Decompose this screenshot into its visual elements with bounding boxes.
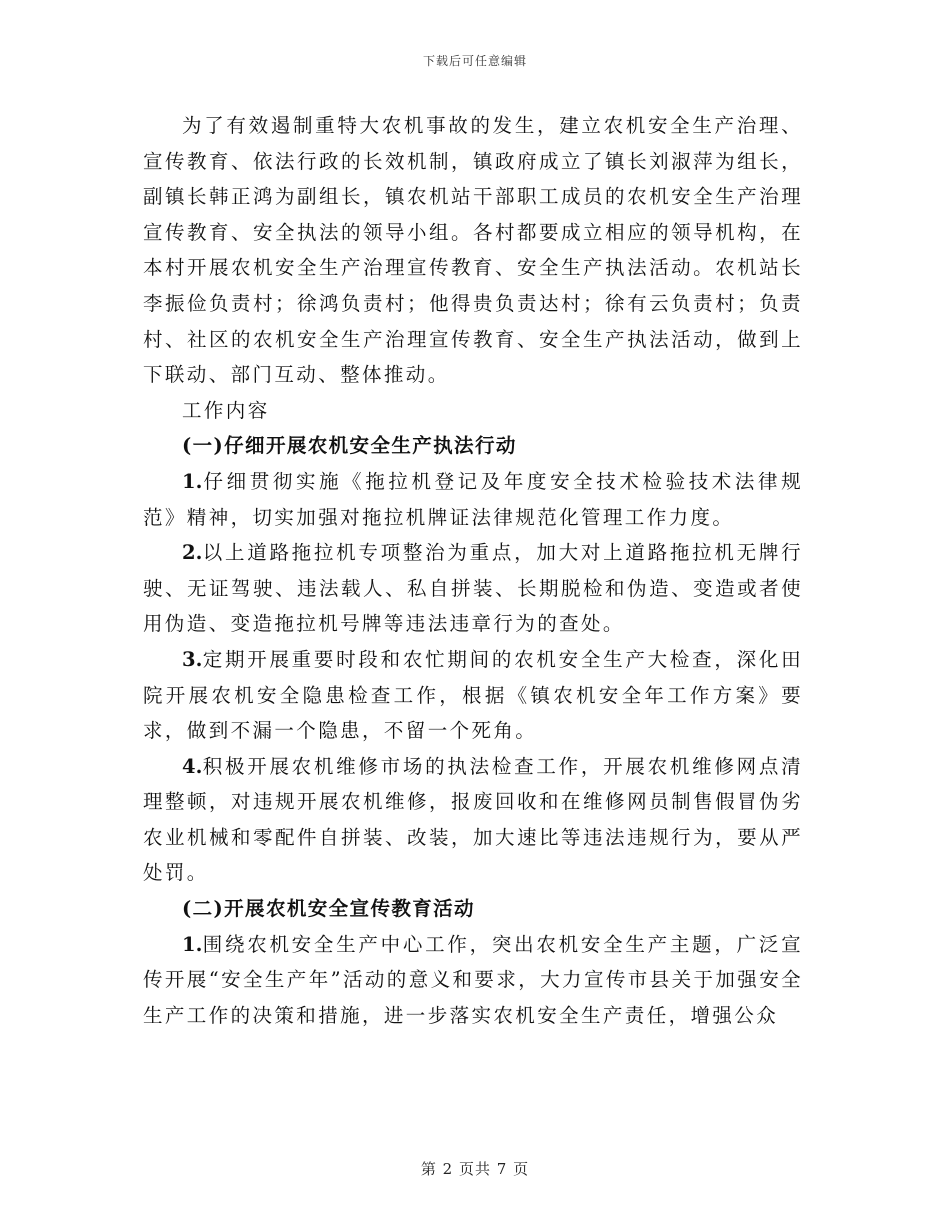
section-2-item-1: [143, 927, 803, 1034]
section-1-item-4: [143, 749, 803, 891]
item-text: 积极开展农机维修市场的执法检查工作，开展农机维修网点清理整顿，对违规开展农机维修，报废回收和在维修网员制售假冒伪劣农业机械和零配件自拼装、改装，加大速比等违法违规行为，要从严处罚。: [143, 754, 803, 885]
section-2-heading: (二)开展农机安全宣传教育活动: [182, 897, 475, 921]
work-content-label: 工作内容: [182, 398, 270, 422]
page-number: 第 2 页共 7 页: [420, 1160, 530, 1178]
item-number: 1.: [182, 469, 203, 493]
item-number: 2.: [182, 541, 203, 565]
document-body: [143, 108, 803, 1033]
item-text: 定期开展重要时段和农忙期间的农机安全生产大检查，深化田院开展农机安全隐患检查工作，根据《镇农机安全年工作方案》要求，做到不漏一个隐患，不留一个死角。: [143, 647, 803, 743]
section-1-item-3: [143, 642, 803, 749]
section-1-item-1: [143, 464, 803, 535]
item-number: 4.: [182, 754, 203, 778]
intro-paragraph: 为了有效遏制重特大农机事故的发生，建立农机安全生产治理、宣传教育、依法行政的长效机制，镇政府成立了镇长刘淑萍为组长，副镇长韩正鸿为副组长，镇农机站干部职工成员的农机安全生产治理宣传教育、安全执法的领导小组。各村都要成立相应的领导机构，在本村开展农机安全生产治理宣传教育、安全生产执法活动。农机站长李振俭负责村；徐鸿负责村；他得贵负责达村；徐有云负责村；负责村、社区的农机安全生产治理宣传教育、安全生产执法活动，做到上下联动、部门互动、整体推动。: [143, 114, 803, 387]
item-number: 1.: [182, 932, 203, 956]
item-text: 围绕农机安全生产中心工作，突出农机安全生产主题，广泛宣传开展“安全生产年”活动的意义和要求，大力宣传市县关于加强安全生产工作的决策和措施，进一步落实农机安全生产责任，增强公众: [143, 932, 803, 1027]
section-1-item-2: [143, 535, 803, 642]
section-1-heading: (一)仔细开展农机安全生产执法行动: [182, 434, 517, 458]
header-note: 下载后可任意编辑: [422, 54, 527, 68]
item-text: 以上道路拖拉机专项整治为重点，加大对上道路拖拉机无牌行驶、无证驾驶、违法载人、私自拼装、长期脱检和伪造、变造或者使用伪造、变造拖拉机号牌等违法违章行为的查处。: [143, 541, 803, 636]
item-text: 仔细贯彻实施《拖拉机登记及年度安全技术检验技术法律规范》精神，切实加强对拖拉机牌证法律规范化管理工作力度。: [143, 469, 803, 529]
item-number: 3.: [182, 647, 203, 671]
